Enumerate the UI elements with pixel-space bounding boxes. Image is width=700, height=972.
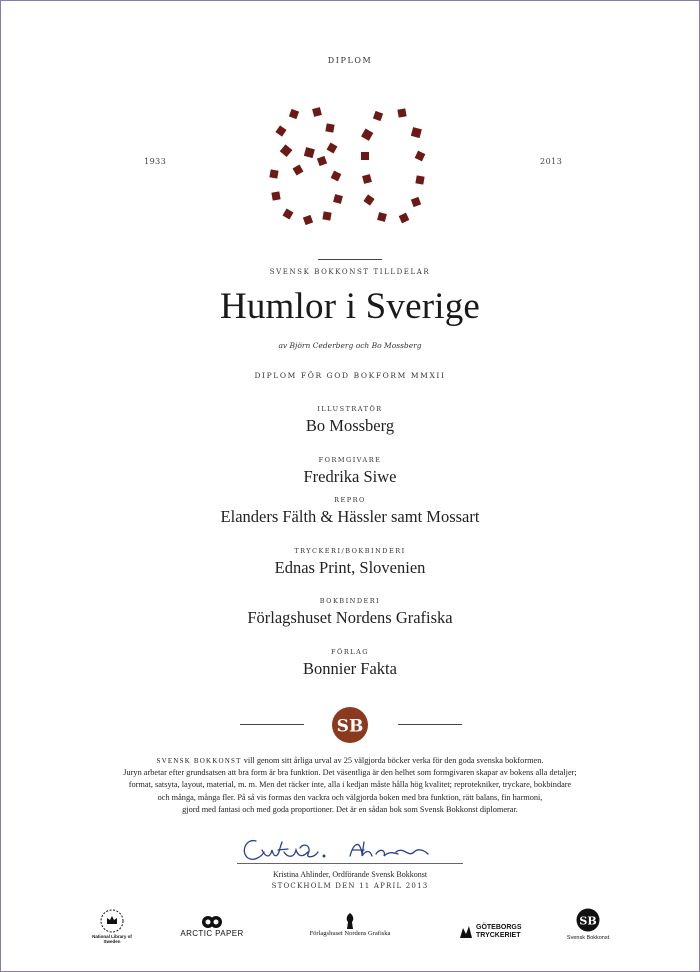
sponsor-label-goteborgs-line2: TRYCKERIET [476, 932, 521, 939]
svg-text:SB: SB [336, 716, 364, 737]
paragraph-line-3: format, satsyta, layout, material, m. m. Men det räcker inte, alla i kedjan måste hålla hög kvalitet; reprotekniker, tryckare, bokbindare [128, 780, 572, 790]
signer-name: Kristina Ahlinder, Ordförande Svensk Bokkonst [272, 870, 428, 879]
credit-name-bindery: Förlagshuset Nordens Grafiska [247, 608, 453, 627]
goteborgs-tryckeriet-icon [458, 924, 474, 940]
credit-name-illustrator: Bo Mossberg [305, 416, 395, 435]
svg-text:SB: SB [579, 914, 597, 928]
sponsor-label-goteborgs-line1: GÖTEBORGS [476, 924, 522, 931]
paragraph-line-4: och många, många fler. På så vis formas den vackra och välgjorda boken med bra funktion, rätt balans, fin harmoni, [157, 792, 543, 802]
seal-left-rule [240, 724, 304, 725]
credit-role-bindery: BOKBINDERI [319, 597, 381, 605]
year-end: 2013 [540, 157, 563, 166]
divider-line [318, 259, 382, 260]
paragraph-line-5: gjord med fantasi och med goda proportioner. Det är en sådan bok som Svensk Bokkonst diplomerar. [182, 804, 518, 814]
description-paragraph [0, 755, 700, 816]
svensk-bokkonst-icon [576, 908, 600, 932]
credit-role-printer: TRYCKERI/BOKBINDERI [294, 547, 406, 555]
sponsor-label-national-library: National Library of Sweden [92, 934, 132, 944]
nordens-grafiska-icon [344, 912, 356, 930]
anniversary-80-emblem [260, 100, 440, 230]
signature-line [237, 863, 463, 864]
sponsor-nordens-grafiska [298, 912, 402, 937]
paragraph-lead: SVENSK BOKKONST [156, 757, 242, 765]
arctic-paper-icon [201, 915, 223, 929]
sponsor-national-library [88, 908, 136, 944]
credit-name-repro: Elanders Fälth & Hässler samt Mossart [220, 507, 480, 526]
diploma-header: DIPLOM [327, 56, 373, 65]
svensk-bokkonst-seal-icon [331, 706, 369, 744]
year-start: 1933 [144, 157, 167, 166]
award-intro: SVENSK BOKKONST TILLDELAR [269, 268, 431, 276]
credit-name-publisher: Bonnier Fakta [303, 659, 397, 678]
paragraph-line-1: SVENSK BOKKONST vill genom sitt årliga urval av 25 välgjorda böcker verka för den goda svenska bokformen. [156, 756, 544, 765]
credit-name-printer: Ednas Print, Slovenien [274, 558, 426, 577]
credit-name-designer: Fredrika Siwe [303, 467, 397, 486]
sponsor-label-arctic-paper: ARCTIC PAPER [180, 929, 244, 938]
handwritten-signature [238, 832, 438, 866]
diploma-designation: DIPLOM FÖR GOD BOKFORM MMXII [254, 371, 446, 380]
kungliga-biblioteket-icon [98, 908, 126, 934]
credit-role-repro: REPRO [334, 496, 366, 504]
sponsor-arctic-paper [172, 915, 252, 938]
seal-right-rule [398, 724, 462, 725]
book-title: Humlor i Sverige [219, 286, 481, 327]
sponsor-label-nordens-grafiska: Förlagshuset Nordens Grafiska [309, 930, 391, 937]
credit-role-designer: FORMGIVARE [318, 456, 382, 464]
credit-role-publisher: FÖRLAG [331, 648, 369, 656]
book-authors: av Björn Cederberg och Bo Mossberg [278, 341, 422, 350]
sponsor-label-svensk-bokkonst: Svensk Bokkonst [566, 935, 610, 941]
signature-place-date: STOCKHOLM DEN 11 APRIL 2013 [271, 882, 429, 890]
sponsor-svensk-bokkonst [560, 908, 616, 941]
credit-role-illustrator: ILLUSTRATÖR [317, 405, 383, 413]
paragraph-line-2: Juryn arbetar efter grundsatsen att bra form är bra funktion. Det väsentliga är den helhet som formgivaren skapar av bokens alla detaljer; [123, 768, 577, 778]
